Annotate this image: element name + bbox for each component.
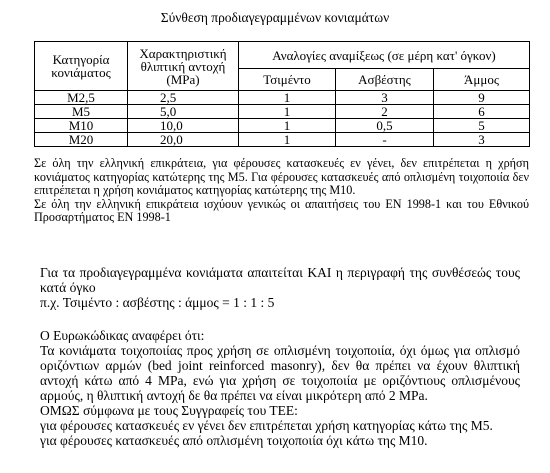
eurocode-text: Τα κονιάματα τοιχοποιίας προς χρήση σε οπλισμένη τοιχοποιία, όχι όμως για οπλισμό οριζόντιων αρμών (bed joint reinforced masonry), δεν θα πρέπει να έχουν θλιπτική αντοχή κάτω από 4 MPa, ενώ για χρήση σε τοιχοποιία με οριζόντιους οπλισμένους αρμούς, η θλιπτική αντοχή δε θα πρέπει να είναι μικρότερη από 2 MPa. (40, 343, 520, 403)
composition-example: π.χ. Τσιμέντο : ασβέστης : άμμος = 1 : 1 : 5 (40, 295, 275, 310)
cell-lime: - (336, 133, 434, 147)
cell-strength: 5,0 (128, 105, 239, 119)
header-lime: Ασβέστης (336, 69, 434, 91)
cell-strength: 10,0 (128, 119, 239, 133)
header-strength: Χαρακτηριστική θλιπτική αντοχή (MPa) (128, 42, 239, 91)
document-title: Σύνθεση προδιαγεγραμμένων κονιαμάτων (160, 10, 390, 25)
table-notes (34, 157, 529, 225)
table-row (35, 119, 530, 133)
cell-category: M20 (35, 133, 128, 147)
cell-cement: 1 (239, 133, 336, 147)
cell-category: M10 (35, 119, 128, 133)
header-cement: Τσιμέντο (239, 69, 336, 91)
header-category: Κατηγορία κονιάματος (35, 42, 128, 91)
tee-rule-m5: για φέρουσες κατασκευές εν γένει δεν επιτρέπεται χρήση κατηγορίας κάτω της Μ5. (40, 418, 493, 433)
tee-intro: ΟΜΩΣ σύμφωνα με τους Συγγραφείς του ΤΕΕ: (40, 403, 298, 418)
cell-cement: 1 (239, 91, 336, 105)
mortar-spec-table (34, 41, 530, 147)
cell-category: M2,5 (35, 91, 128, 105)
cell-lime: 0,5 (336, 119, 434, 133)
cell-cement: 1 (239, 119, 336, 133)
cell-sand: 6 (434, 105, 530, 119)
header-sand: Άμμος (434, 69, 530, 91)
cell-cement: 1 (239, 105, 336, 119)
table-row (35, 91, 530, 105)
eurocode-intro: Ο Ευρωκώδικας αναφέρει ότι: (40, 328, 205, 343)
cell-lime: 3 (336, 91, 434, 105)
table-row (35, 105, 530, 119)
note-paragraph: Σε όλη την ελληνική επικράτεια ισχύουν γενικώς οι απαιτήσεις του ΕΝ 1998-1 και του Εθνικού Προσαρτήματος ΕΝ 1998-1 (34, 196, 529, 224)
note-paragraph: Σε όλη την ελληνική επικράτεια, για φέρουσες κατασκευές εν γένει, δεν επιτρέπεται η χρήση κονιάματος κατηγορίας κατώτερης της Μ5. Για φέρουσες κατασκευές από οπλισμένη τοιχοποιία δεν επιτρέπεται η χρήση κονιάματος κατηγορίας κατώτερης της Μ10. (34, 156, 529, 197)
composition-requirement (40, 265, 520, 310)
cell-lime: 2 (336, 105, 434, 119)
header-ratios: Αναλογίες αναμίξεως (σε μέρη κατ' όγκον) (239, 42, 530, 69)
cell-sand: 5 (434, 119, 530, 133)
cell-strength: 2,5 (128, 91, 239, 105)
eurocode-section (40, 328, 520, 448)
cell-category: M5 (35, 105, 128, 119)
cell-sand: 9 (434, 91, 530, 105)
cell-sand: 3 (434, 133, 530, 147)
cell-strength: 20,0 (128, 133, 239, 147)
tee-rule-m10: για φέρουσες κατασκευές από οπλισμένη τοιχοποιία όχι κάτω της Μ10. (40, 433, 428, 448)
table-row (35, 133, 530, 147)
composition-text: Για τα προδιαγεγραμμένα κονιάματα απαιτείται ΚΑΙ η περιγραφή της συνθέσεώς τους κατά όγκο (40, 265, 520, 295)
